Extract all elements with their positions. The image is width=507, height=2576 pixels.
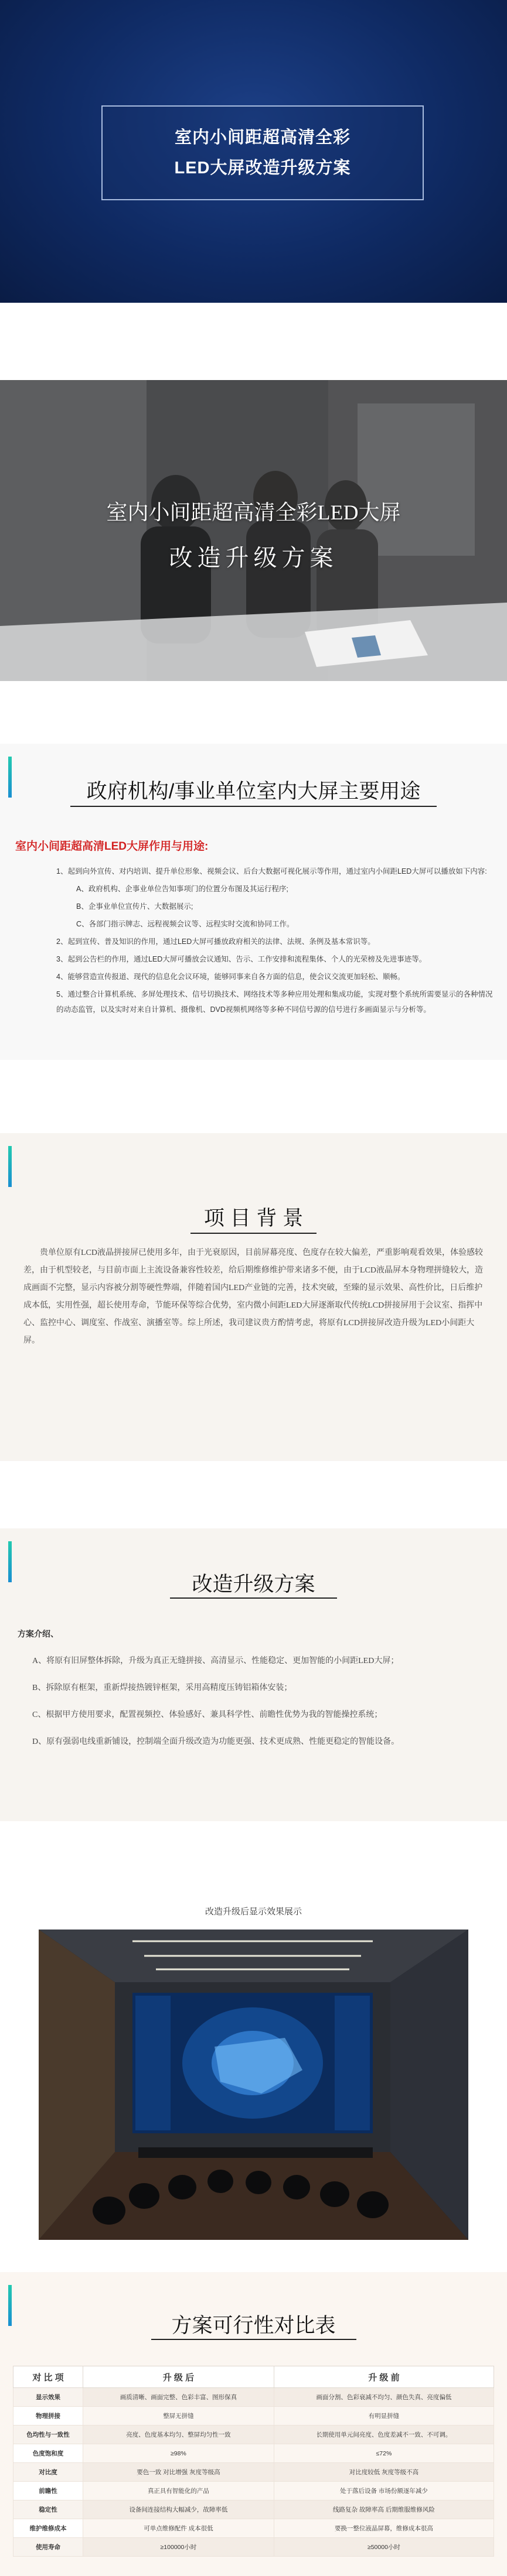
list-item: B、拆除原有框架，重新焊接热镀锌框架，采用高精度压铸铝箱体安装； (32, 1684, 292, 1692)
list-item: C、各部门指示牌志、远程视频会议等、远程实时交流和协同工作。 (76, 920, 294, 928)
table-row (13, 2407, 494, 2426)
table-cell: 画质清晰、画面完整、色彩丰富、图形保真 (83, 2388, 274, 2407)
heading-underline (190, 1233, 317, 1234)
table-header: 对 比 项 (13, 2366, 83, 2388)
table-row (13, 2444, 494, 2463)
table-cell: 有明显拼缝 (274, 2407, 494, 2426)
table-cell: 前瞻性 (13, 2482, 83, 2500)
table-cell: 色度饱和度 (13, 2444, 83, 2463)
uses-section (0, 744, 507, 1060)
effect-caption: 改造升级后显示效果展示 (205, 1907, 302, 1917)
effect-section (0, 1894, 507, 2257)
table-cell: 使用寿命 (13, 2538, 83, 2557)
list-item: C、根据甲方使用要求，配置视频控、体验感好、兼具科学性、前瞻性优势为我的智能操控系统； (32, 1711, 383, 1719)
table-cell: 稳定性 (13, 2500, 83, 2519)
list-item: 1、起到向外宣传、对内培训、提升单位形象、视频会议、后台大数据可视化展示等作用，通过室内小间距LED大屏可以播放如下内容: (56, 867, 487, 875)
table-cell: 线路复杂 故障率高 后期维服维修风险 (274, 2500, 494, 2519)
table-cell: 显示效果 (13, 2388, 83, 2407)
table-cell: 长期使用单元间亮度、色度差减不一致、不可调。 (274, 2426, 494, 2444)
table-cell: 要色一致 对比增强 灰度等级高 (83, 2463, 274, 2482)
table-header-row (13, 2366, 494, 2388)
list-item: A、将原有旧屏整体拆除，升级为真正无缝拼接、高清显示、性能稳定、更加智能的小间距LED大屏； (32, 1657, 399, 1665)
background-heading: 项 目 背 景 (203, 1207, 304, 1230)
table-cell: ≥100000小时 (83, 2538, 274, 2557)
table-header: 升 级 后 (83, 2366, 274, 2388)
hero-title-line1: 室内小间距超高清全彩 (174, 128, 351, 147)
table-cell: 对比度较低 灰度等级不高 (274, 2463, 494, 2482)
hero-title-box (101, 105, 424, 200)
list-item: 2、起到宣传、普及知识的作用，通过LED大屏可播放政府相关的法律、法规、条例及基本常识等。 (56, 938, 375, 946)
section-accent-bar (8, 1146, 12, 1187)
control-room-photo (39, 1930, 468, 2240)
table-cell: ≥98% (83, 2444, 274, 2463)
heading-underline (151, 2339, 356, 2340)
table-cell: 真正具有智能化的产品 (83, 2482, 274, 2500)
heading-underline (170, 1597, 337, 1599)
table-row (13, 2426, 494, 2444)
table-cell: 设备间连接结构大幅减少，故障率低 (83, 2500, 274, 2519)
meeting-photo-banner (0, 380, 507, 681)
plan-heading: 改造升级方案 (192, 1573, 315, 1596)
table-header: 升 级 前 (274, 2366, 494, 2388)
list-item: D、原有强弱电线重新铺设，控制端全面升级改造为功能更强、技术更成熟、性能更稳定的智能设备。 (32, 1737, 400, 1746)
table-row (13, 2463, 494, 2482)
compare-heading: 方案可行性对比表 (171, 2314, 336, 2337)
background-body: 贵单位原有LCD液晶拼接屏已使用多年，由于光衰原因，目前屏幕亮度、色度存在较大偏差，严重影响观看效果，体验感较差，由于机型较老，与目前市面上主流设备兼容性较差，给后期维修维护带来诸多不便，由于LCD液晶屏本身物理拼缝较大，造成画面不完整，显示内容被分割等硬性弊端，伴随着国内LED产业链的完善，技术突破，至臻的显示效果、高性价比，日后维护成本低，实用性强，超长使用寿命，节能环保等综合优势，室内微小间距LED大屏逐渐取代传统LCD拼接屏用于会议室、指挥中心、监控中心、调度室、作战室、演播室等。综上所述，我司建议贵方酌情考虑，将原有LCD拼接屏改造升级为LED小间距大屏。 (23, 1248, 483, 1345)
table-cell: 物理拼接 (13, 2407, 83, 2426)
list-item: 4、能够营造宣传报道、现代的信息化会议环境，能够同事来自各方面的信息，使会议交流更加轻松、顺畅。 (56, 973, 405, 981)
table-cell: 维护维修成本 (13, 2519, 83, 2538)
table-row (13, 2500, 494, 2519)
table-cell: 亮度、色度基本均匀、整屏均匀性一致 (83, 2426, 274, 2444)
photo-title-line2: 改造升级方案 (169, 545, 338, 571)
compare-table (13, 2366, 494, 2557)
list-item: A、政府机构、企事业单位告知事项门的位置分布图及其运行程序; (76, 885, 288, 893)
plan-intro: 方案介绍、 (18, 1629, 59, 1638)
table-cell: 画面分割、色彩衰减不均匀、颜色失真、亮度偏低 (274, 2388, 494, 2407)
list-item: 3、起到公告栏的作用，通过LED大屏可播放会议通知、告示、工作安排和流程集体、个人的光荣榜及先进事迹等。 (56, 955, 427, 963)
table-cell: 对比度 (13, 2463, 83, 2482)
list-item: B、企事业单位宣传片、大数据展示; (76, 902, 193, 911)
table-row (13, 2519, 494, 2538)
table-cell: 要换一整位液晶屏幕，维修成本很高 (274, 2519, 494, 2538)
table-cell: 色均性与一致性 (13, 2426, 83, 2444)
table-cell: 可单点维修配件 成本很低 (83, 2519, 274, 2538)
hero-title-line2: LED大屏改造升级方案 (174, 159, 351, 177)
plan-section (0, 1528, 507, 1821)
table-cell: 处于落后设备 市场份额逐年减少 (274, 2482, 494, 2500)
table-cell: ≥50000小时 (274, 2538, 494, 2557)
photo-title-line1: 室内小间距超高清全彩LED大屏 (106, 501, 401, 524)
uses-red-heading: 室内小间距超高清LED大屏作用与用途: (15, 840, 209, 853)
table-cell: ≤72% (274, 2444, 494, 2463)
office-meeting-photo (0, 380, 507, 681)
uses-list (41, 864, 496, 1020)
background-section (0, 1133, 507, 1461)
table-cell: 整屏无拼缝 (83, 2407, 274, 2426)
table-row (13, 2388, 494, 2407)
heading-underline (70, 806, 437, 807)
uses-heading: 政府机构/事业单位室内大屏主要用途 (86, 780, 421, 803)
table-row (13, 2538, 494, 2557)
table-row (13, 2482, 494, 2500)
hero-banner (0, 0, 507, 303)
compare-section (0, 2272, 507, 2576)
list-item: 5、通过整合计算机系统、多屏处理技术、信号切换技术、网络技术等多种应用处理和集成功能，实现对整个系统所需要显示的各种情况的动态监管，以及实时对来自计算机、摄像机、DVD视频机网络等多种不同信号源的信号进行多画面显示与分析等。 (56, 990, 493, 1014)
plan-items (32, 1654, 489, 1762)
